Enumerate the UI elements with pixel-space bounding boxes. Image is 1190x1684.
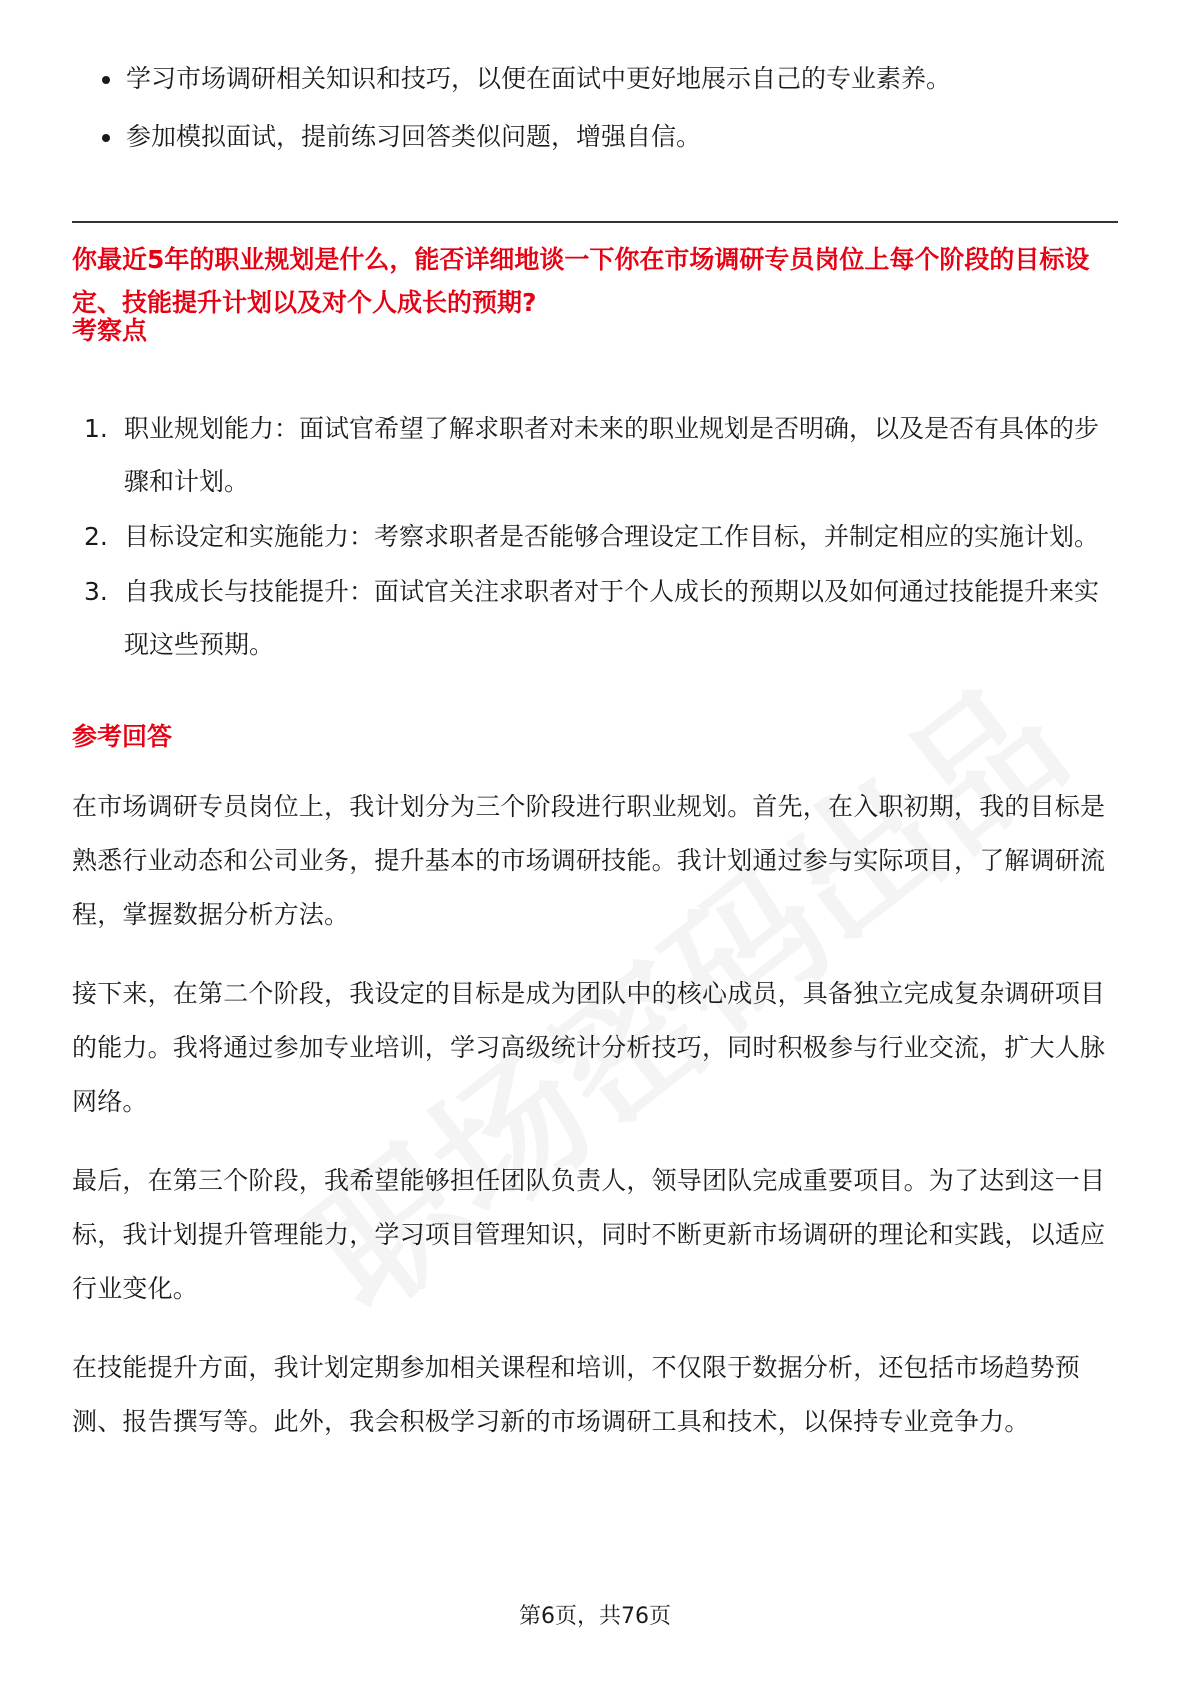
document-page [72,0,1118,1684]
answer-paragraph: 接下来，在第二个阶段，我设定的目标是成为团队中的核心成员，具备独立完成复杂调研项目的能力。我将通过参加专业培训，学习高级统计分析技巧，同时积极参与行业交流，扩大人脉网络。 [72,979,1106,1116]
list-item [72,565,1118,671]
section-divider [72,221,1118,223]
considerations-heading: 考察点 [72,316,148,345]
list-item: 参加模拟面试，提前练习回答类似问题，增强自信。 [72,116,951,158]
item-number: 2. [84,522,108,551]
item-text: 自我成长与技能提升：面试官关注求职者对于个人成长的预期以及如何通过技能提升来实现这些预期。 [124,577,1100,659]
list-item [72,402,1118,508]
considerations-list [72,402,1118,673]
answer-paragraph: 在市场调研专员岗位上，我计划分为三个阶段进行职业规划。首先，在入职初期，我的目标是熟悉行业动态和公司业务，提升基本的市场调研技能。我计划通过参与实际项目，了解调研流程，掌握数据分析方法。 [72,792,1106,929]
answer-paragraph: 最后，在第三个阶段，我希望能够担任团队负责人，领导团队完成重要项目。为了达到这一目标，我计划提升管理能力，学习项目管理知识，同时不断更新市场调研的理论和实践，以适应行业变化。 [72,1166,1106,1303]
item-number: 3. [84,577,108,606]
item-text: 职业规划能力：面试官希望了解求职者对未来的职业规划是否明确，以及是否有具体的步骤和计划。 [124,414,1100,496]
interview-question: 你最近5年的职业规划是什么，能否详细地谈一下你在市场调研专员岗位上每个阶段的目标设定、技能提升计划以及对个人成长的预期? [72,245,1090,317]
tips-list [72,58,951,174]
item-number: 1. [84,414,108,443]
item-text: 目标设定和实施能力：考察求职者是否能够合理设定工作目标，并制定相应的实施计划。 [124,522,1100,551]
page-number: 第6页，共76页 [519,1604,671,1629]
answer-paragraph: 在技能提升方面，我计划定期参加相关课程和培训，不仅限于数据分析，还包括市场趋势预测、报告撰写等。此外，我会积极学习新的市场调研工具和技术，以保持专业竞争力。 [72,1353,1081,1436]
list-item [72,510,1118,563]
answer-heading: 参考回答 [72,722,173,751]
list-item: 学习市场调研相关知识和技巧，以便在面试中更好地展示自己的专业素养。 [72,58,951,100]
